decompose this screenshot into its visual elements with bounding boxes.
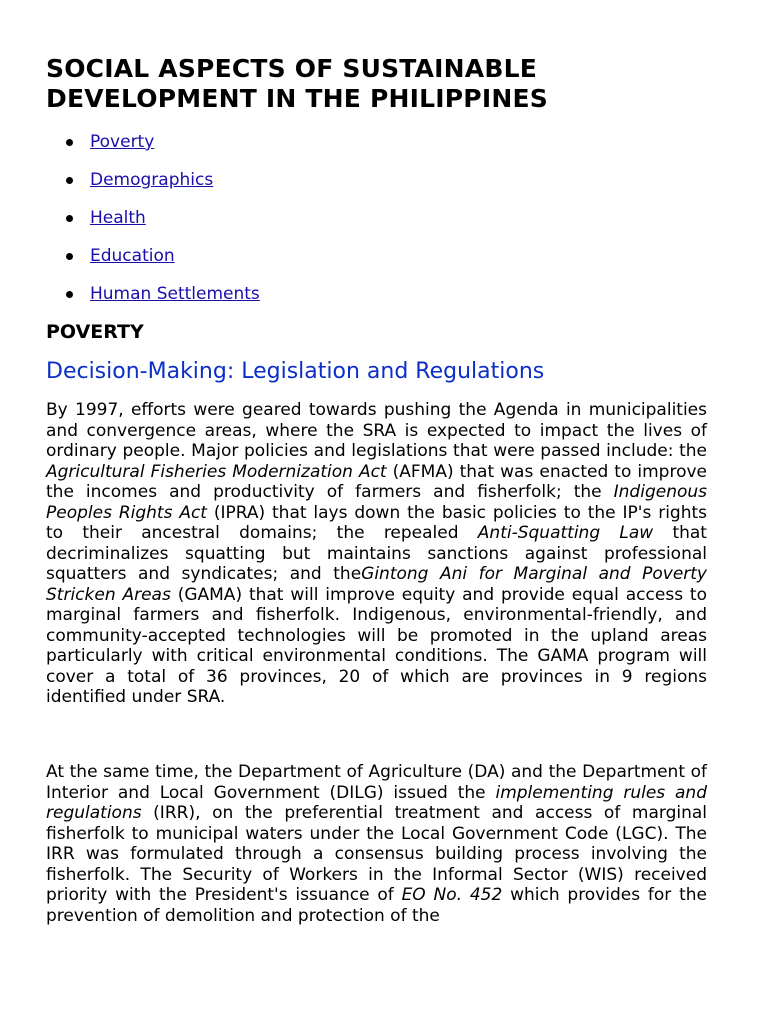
paragraph-text: (AFMA) that was enacted to improve the incomes and productivity of farmers and fisherfolk; the xyxy=(46,461,707,502)
paragraph-text: (GAMA) that will improve equity and provide equal access to marginal farmers and fisherfolk. Indigenous, environmental-friendly, and community-accepted technologies will be promoted in the upland areas particularly with critical environmental conditions. The GAMA program will cover a total of 36 provinces, 20 of which are provinces in 9 regions identified under SRA. xyxy=(46,584,707,707)
body-paragraph xyxy=(46,400,707,708)
law-title: Anti-Squatting Law xyxy=(477,523,654,543)
bullet-icon xyxy=(66,215,73,222)
table-of-contents xyxy=(46,128,260,318)
paragraph-text: By 1997, efforts were geared towards pushing the Agenda in municipalities and convergence areas, where the SRA is expected to impact the lives of ordinary people. Major policies and legislations that were passed include: the xyxy=(46,400,707,461)
paragraph-text: (IRR), on the preferential treatment and access of marginal fisherfolk to municipal waters under the Local Government Code (LGC). The IRR was formulated through a consensus building process involving the fisherfolk. The Security of Workers in the Informal Sector (WIS) received priority with the President's issuance of xyxy=(46,803,707,905)
toc-item-human-settlements xyxy=(46,280,260,318)
program-title: Gintong Ani for Marginal and Poverty Stricken Areas xyxy=(46,564,707,605)
bullet-icon xyxy=(66,253,73,260)
toc-link-demographics[interactable]: Demographics xyxy=(90,170,214,190)
paragraph-text: (IPRA) that lays down the basic policies to the IP's rights to their ancestral domains; the repealed xyxy=(46,502,707,543)
law-title: Agricultural Fisheries Modernization Act xyxy=(46,461,387,482)
paragraph-text: At the same time, the Department of Agriculture (DA) and the Department of Interior and Local Government (DILG) issued the xyxy=(46,762,707,803)
toc-link-poverty[interactable]: Poverty xyxy=(90,132,155,152)
bullet-icon xyxy=(66,177,73,184)
paragraph-text: which provides for the prevention of demolition and protection of the xyxy=(46,885,707,926)
toc-link-education[interactable]: Education xyxy=(90,246,175,266)
paragraph-text: that decriminalizes squatting but maintains sanctions against professional squatters and syndicates; and the xyxy=(46,523,707,584)
bullet-icon xyxy=(66,291,73,298)
toc-item-education xyxy=(46,242,260,280)
executive-order-title: EO No. 452 xyxy=(401,885,503,905)
toc-link-human-settlements[interactable]: Human Settlements xyxy=(90,284,260,304)
body-paragraph xyxy=(46,762,707,926)
regulation-title: implementing rules and regulations xyxy=(46,782,707,823)
toc-item-demographics xyxy=(46,166,260,204)
page-title: SOCIAL ASPECTS OF SUSTAINABLE DEVELOPMENT IN THE PHILIPPINES xyxy=(46,54,548,113)
toc-item-health xyxy=(46,204,260,242)
bullet-icon xyxy=(66,139,73,146)
section-heading: POVERTY xyxy=(46,321,144,343)
law-title: Indigenous Peoples Rights Act xyxy=(46,482,707,523)
toc-link-health[interactable]: Health xyxy=(90,208,146,228)
toc-item-poverty xyxy=(46,128,260,166)
section-subheading: Decision-Making: Legislation and Regulations xyxy=(46,359,545,384)
